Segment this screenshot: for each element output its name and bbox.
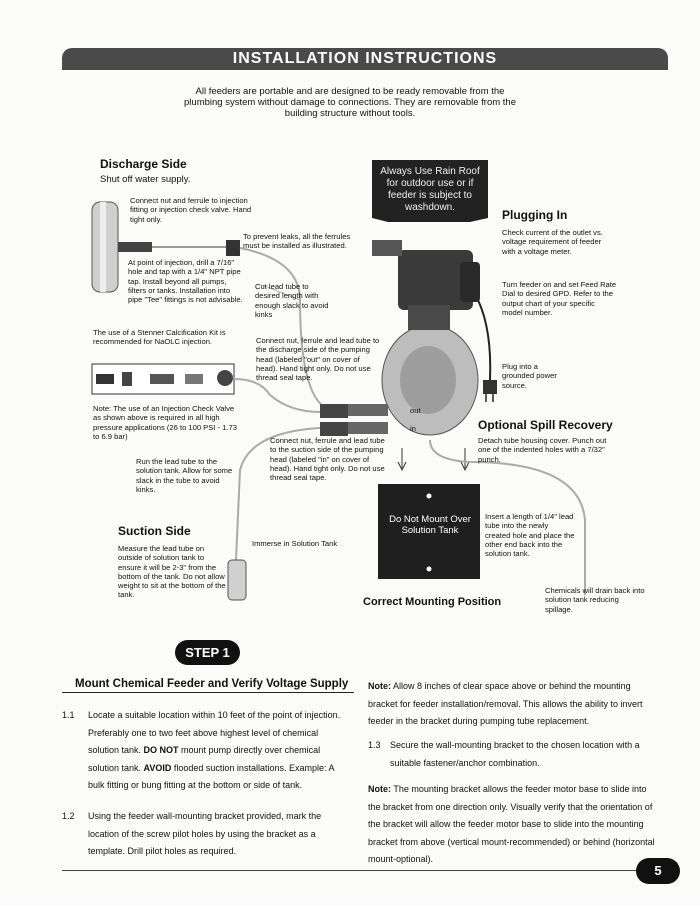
item-number: 1.2 [62,811,75,821]
step-title: Mount Chemical Feeder and Verify Voltage Supply [75,678,349,690]
prevent-leaks-text: To prevent leaks, all the ferrules must be installed as illustrated. [243,232,351,251]
plugging-heading: Plugging In [502,208,568,222]
connect-discharge-text: Connect nut, ferrule and lead tube to the discharge side of the pumping head (labeled "out" on cover of head). Hand tight only. Do not use thread seal tape. [256,336,380,383]
footer-rule [62,870,642,871]
check-valve-note: Note: The use of an Injection Check Valve as shown above is required in all high pressure applications (26 to 100 PSI - 1.73 to 6.9 bar) [93,404,237,441]
immerse-text: Immerse in Solution Tank [252,539,338,548]
out-label: out [410,406,421,415]
drain-text: Chemicals will drain back into solution tank reducing spillage. [545,586,645,614]
note-2: Note: The mounting bracket allows the feeder motor base to slide into the bracket from one direction only. Visually verify that the orientation of the bracket will allow the feeder motor base to slide into the mounting bracket from above (vertical mount-recommended) or behind (horizontal mount-optional). [368,784,655,864]
step-badge: STEP 1 [175,640,240,665]
suction-text: Measure the lead tube on outside of solution tank to ensure it will be 2-3" from the bottom of the tank. Do not allow weight to sit at the bottom of the tank. [118,544,226,600]
check-valve [118,242,152,252]
connect-nut-text: Connect nut and ferrule to injection fitting or injection check valve. Hand tight only. [130,196,252,224]
do-not-mount-text: Do Not Mount Over Solution Tank [389,514,471,536]
rain-roof-text: Always Use Rain Roof for outdoor use or if feeder is subject to washdown. [380,166,480,213]
calcification-text: The use of a Stenner Calcification Kit is recommended for NaOLC injection. [93,328,226,347]
page-title: INSTALLATION INSTRUCTIONS [232,50,498,67]
connect-suction-text: Connect nut, ferrule and lead tube to the suction side of the pumping head (labeled "in" on cover of head). Hand tight only. Do not use thread seal tape. [270,436,385,483]
item-1-2-text: Using the feeder wall-mounting bracket provided, mark the location of the screw pilot holes by using the bracket as a template. Drill pilot holes as required. [88,811,322,856]
in-label: in [410,424,416,433]
discharge-heading: Discharge Side [100,157,187,171]
cut-tube-text: Cut lead tube to desired length with enough slack to avoid kinks [255,282,329,319]
foot-valve-weight [228,560,246,600]
run-lead-text: Run the lead tube to the solution tank. Allow for some slack in the tube to avoid kinks. [136,457,233,494]
intro-text: All feeders are portable and are designed to be ready removable from the plumbing system without damage to connections. They are removable from the building structure without tools. [184,86,516,119]
detach-text: Detach tube housing cover. Punch out one of the indented holes with a 7/32" punch. [478,436,607,464]
power-plug [483,380,497,394]
shut-off-text: Shut off water supply. [100,174,191,185]
item-number: 1.3 [368,740,381,750]
suction-heading: Suction Side [118,524,191,538]
title-rule [62,692,354,693]
item-1-3-text: Secure the wall-mounting bracket to the chosen location with a suitable fastener/anchor combination. [390,740,640,768]
spill-heading: Optional Spill Recovery [478,418,613,432]
page-number: 5 [636,858,680,884]
insert-text: Insert a length of 1/4" lead tube into the newly created hole and place the other end back into the solution tank. [485,512,575,559]
check-current-text: Check current of the outlet vs. voltage requirement of feeder with a voltage meter. [502,228,603,256]
note-1: Note: Allow 8 inches of clear space above or behind the mounting bracket for feeder installation/removal. This allows the ability to invert feeder in the bracket during pumping tube replacement. [368,681,643,726]
item-number: 1.1 [62,710,75,720]
plug-into-text: Plug into a grounded power source. [502,362,557,390]
turn-feeder-text: Turn feeder on and set Feed Rate Dial to desired GPD. Refer to the output chart of your specific model number. [502,280,617,317]
drill-text: At point of injection, drill a 7/16" hole and tap with a 1/4" NPT pipe tap. Install beyond all pumps, filters or tanks. Installation into pipe "Tee" fittings is not advisable. [128,258,243,305]
correct-mounting-label: Correct Mounting Position [363,596,502,608]
item-1-1-text: Locate a suitable location within 10 feet of the point of injection. Preferably one to two feet above highest level of chemical solution tank. DO NOT mount pump directly over chemical solution tank. AVOID flooded suction installations. Example: A bulk fitting or bung fitting at the bottom or side of tank. [88,710,341,790]
